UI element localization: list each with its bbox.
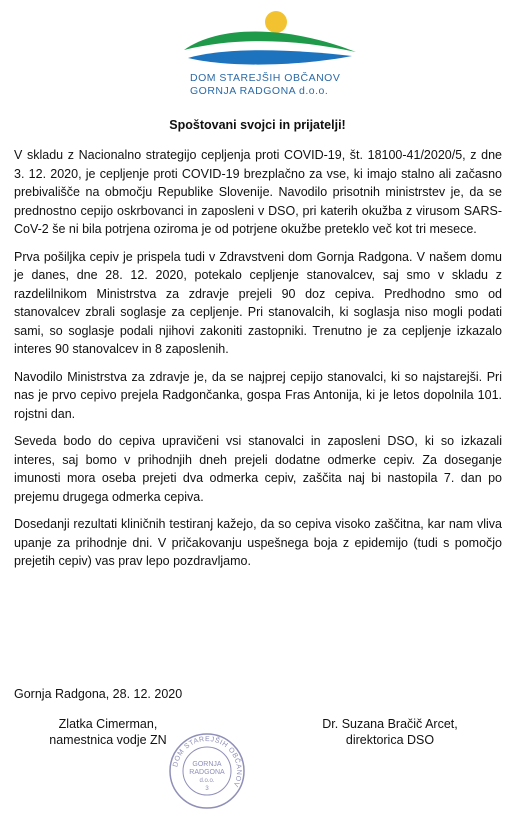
sun-icon bbox=[265, 11, 287, 33]
paragraph-4: Seveda bodo do cepiva upravičeni vsi stanovalci in zaposleni DSO, ki so izkazali interes, saj bomo v prihodnjih dneh prejeli dodatne odmerke cepiv. Za doseganje imunosti mora oseba prejeti dva odmerka cepiv, zaščita naj bi nastopila 7. dan po prejemu drugega odmerka cepiva. bbox=[14, 434, 502, 504]
green-wave bbox=[184, 31, 356, 52]
signature-right-name: Dr. Suzana Bračič Arcet, bbox=[322, 717, 458, 731]
organization-name bbox=[190, 72, 360, 98]
sun-and-waves-logo-icon bbox=[180, 6, 360, 70]
signature-right-role: direktorica DSO bbox=[345, 733, 435, 747]
letter-salutation: Spoštovani svojci in prijatelji! bbox=[169, 118, 346, 132]
paragraph-2: Prva pošiljka cepiv je prispela tudi v Zdravstveni dom Gornja Radgona. V našem domu je danes, dne 28. 12. 2020, potekalo cepljenje stanovalcev, saj smo v skladu z razdelilnikom Ministrstva za zdravje prejeli 90 doz cepiva. Predhodno smo od stanovalcev zbrali soglasje za cepljenje. Pri stanovalcih, ki soglasja niso mogli podati sami, so soglasje podali njihovi zakoniti zastopniki. Trenutno je za cepljenje izkazalo interes 90 stanovalcev in 8 zaposlenih. bbox=[14, 249, 502, 356]
official-stamp-icon bbox=[168, 732, 246, 810]
signature-right bbox=[300, 716, 480, 748]
stamp-number: 3 bbox=[205, 786, 209, 792]
blue-wave bbox=[188, 50, 352, 64]
paragraph-5: Dosedanji rezultati kliničnih testiranj kažejo, da so cepiva visoko zaščitna, kar nam vliva upanje za prihodnje dni. V pričakovanju uspešnega boja z epidemijo (tudi s pomočjo prejetih cepiv) vas prav lepo pozdravljamo. bbox=[14, 517, 502, 568]
stamp-center-line2: RADGONA bbox=[189, 769, 225, 776]
paragraph-3: Navodilo Ministrstva za zdravje je, da se najprej cepijo stanovalci, ki so najstarejši. Pri nas je prvo cepivo prejela Radgončanka, gospa Fras Antonija, ki je letos dopolnila 101. rojstni dan. bbox=[14, 369, 502, 421]
signature-left bbox=[38, 716, 178, 748]
place-and-date: Gornja Radgona, 28. 12. 2020 bbox=[14, 687, 183, 701]
stamp-center-line1: GORNJA bbox=[192, 761, 222, 768]
signature-left-role: namestnica vodje ZN bbox=[49, 733, 167, 747]
org-name-line1: DOM STAREJŠIH OBČANOV bbox=[190, 72, 341, 84]
stamp-ring-text: DOM STAREJŠIH OBČANOV bbox=[172, 735, 243, 789]
paragraph-1: V skladu z Nacionalno strategijo cepljenja proti COVID-19, št. 18100-41/2020/5, z dne 3. 12. 2020, je cepljenje proti COVID-19 brezplačno za vse, ki imajo stalno ali začasno prebivališče na območju Republike Slovenije. Navodilo prisotnih ministrstev je, da se prednostno cepijo oskrbovanci in zaposleni v DSO, pri katerih okužba z virusom SARS-CoV-2 še ni bila potrjena oziroma je od potrjene okužbe preteklo več kot tri mesece. bbox=[14, 148, 502, 236]
org-name-line2: GORNJA RADGONA d.o.o. bbox=[190, 85, 329, 97]
stamp-center-line3: d.o.o. bbox=[199, 778, 215, 784]
letter-body bbox=[14, 146, 502, 580]
signature-left-name: Zlatka Cimerman, bbox=[58, 717, 158, 731]
